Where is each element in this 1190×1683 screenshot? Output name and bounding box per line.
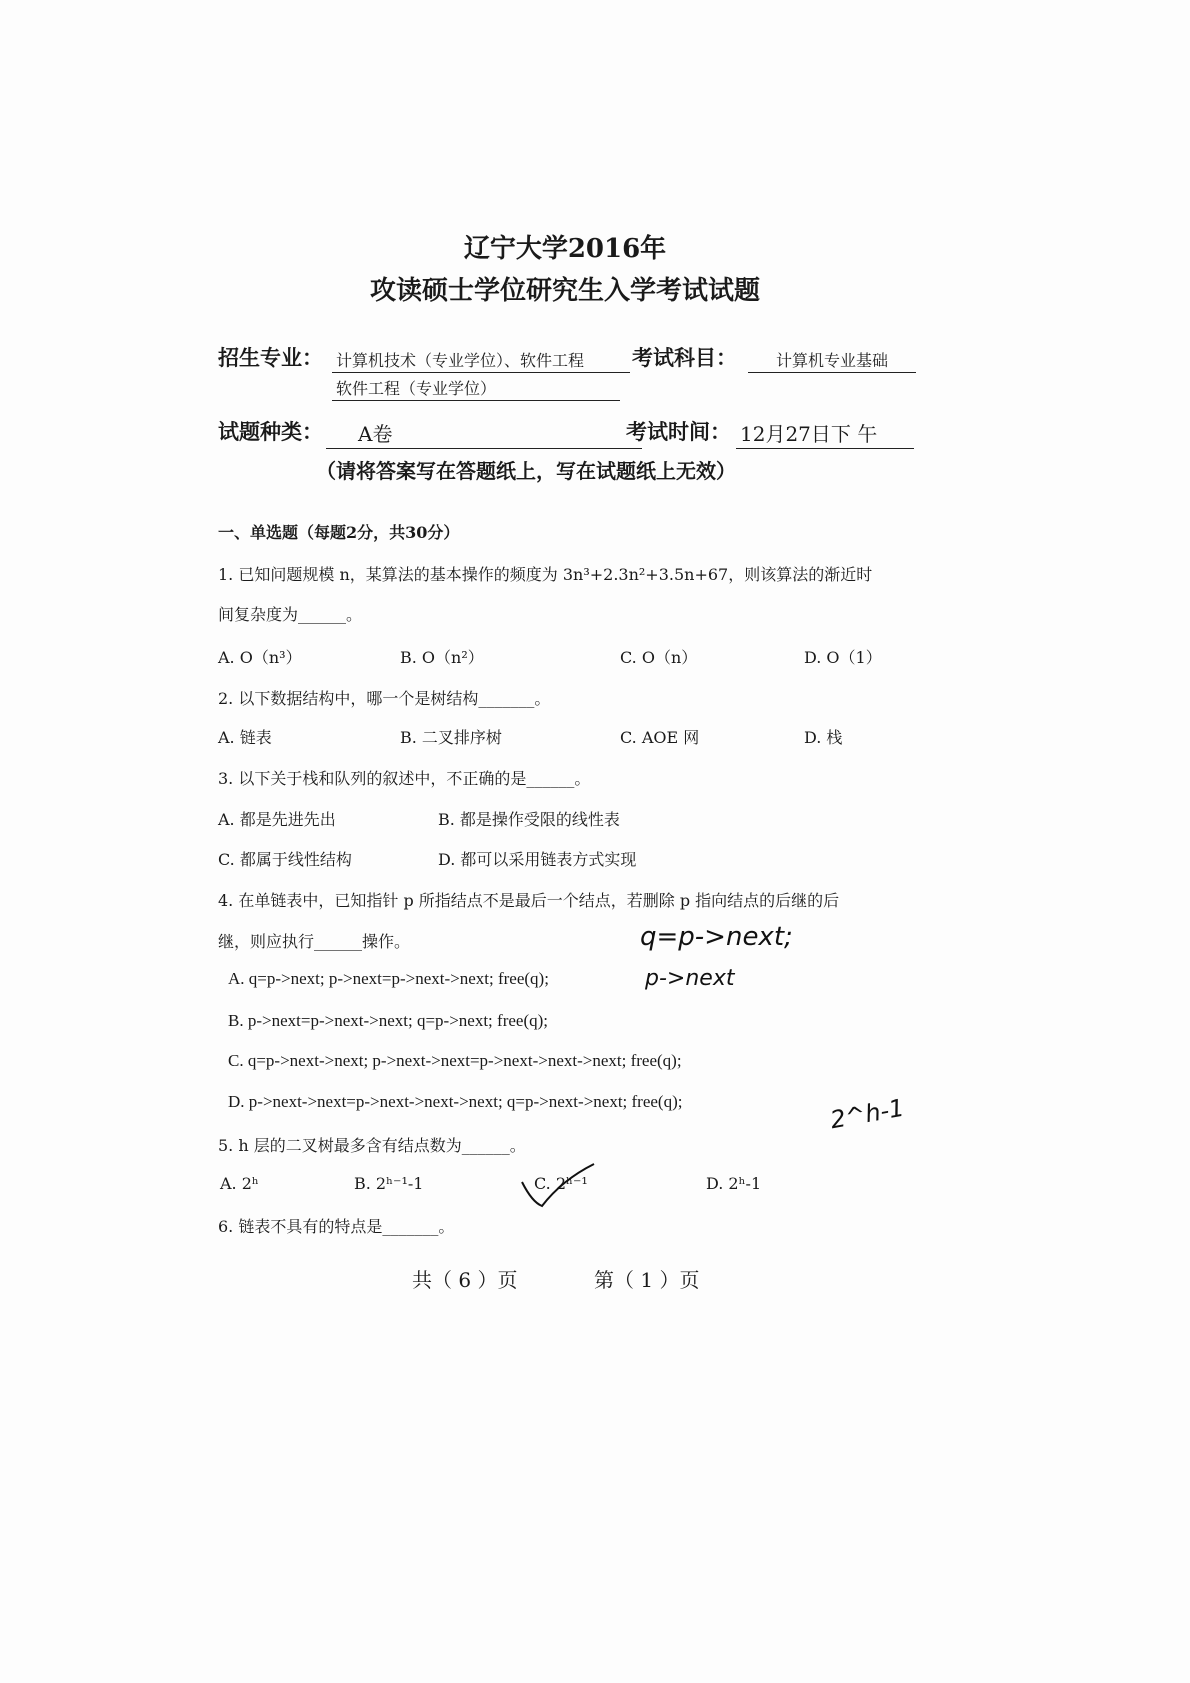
q3-text: 3. 以下关于栈和队列的叙述中，不正确的是______。 [218,769,591,788]
answer-notice: （请将答案写在答题纸上，写在试题纸上无效） [316,459,736,483]
q4-option-a: A. q=p->next; p->next=p->next->next; free(q); [228,969,549,988]
subject-value: 计算机专业基础 [748,348,916,373]
handwritten-note-3: 2^h-1 [828,1093,907,1135]
q3-option-d: D. 都可以采用链表方式实现 [438,850,637,869]
q3-option-c: C. 都属于线性结构 [218,850,352,869]
q4-option-c: C. q=p->next->next; p->next->next=p->next->next->next; free(q); [228,1051,682,1070]
time-label: 考试时间： [626,419,731,444]
major-label: 招生专业： [218,345,323,370]
page-current: 第（ 1 ）页 [594,1268,700,1292]
type-label: 试题种类： [218,419,323,444]
q1-option-c: C. O（n） [620,648,698,667]
q2-option-b: B. 二叉排序树 [400,728,502,747]
q1-text-2: 间复杂度为______。 [218,605,363,624]
q1-option-a: A. O（n³） [218,648,302,667]
q5-option-c: C. 2ʰ⁻¹ [534,1174,588,1193]
handwritten-checkmark [518,1160,598,1210]
type-value: A卷 [326,418,642,449]
q1-text: 1. 已知问题规模 n，某算法的基本操作的频度为 3n³+2.3n²+3.5n+67，则该算法的渐近时 [218,565,873,584]
handwritten-note-2: p->next [645,966,735,991]
q2-option-a: A. 链表 [218,728,272,747]
q4-text: 4. 在单链表中，已知指针 p 所指结点不是最后一个结点，若删除 p 指向结点的后继的后 [218,891,840,910]
section-heading: 一、单选题（每题2分，共30分） [218,523,460,542]
page-total: 共（ 6 ）页 [412,1268,518,1292]
time-value: 12月27日下 午 [736,418,914,449]
q1-option-d: D. O（1） [804,648,882,667]
q5-option-b: B. 2ʰ⁻¹-1 [354,1174,424,1193]
q2-option-d: D. 栈 [804,728,843,747]
subject-label: 考试科目： [632,345,737,370]
q5-option-d: D. 2ʰ-1 [706,1174,762,1193]
q2-option-c: C. AOE 网 [620,728,700,747]
major-value-1: 计算机技术（专业学位）、软件工程 [332,348,630,373]
title-exam: 攻读硕士学位研究生入学考试试题 [369,276,760,306]
q2-text: 2. 以下数据结构中，哪一个是树结构_______。 [218,689,551,708]
q3-option-b: B. 都是操作受限的线性表 [438,810,620,829]
handwritten-note-1: q=p->next; [640,922,793,952]
q6-text: 6. 链表不具有的特点是_______。 [218,1217,455,1236]
title-university: 辽宁大学2016年 [463,234,667,264]
q1-option-b: B. O（n²） [400,648,484,667]
q4-option-b: B. p->next=p->next->next; q=p->next; free(q); [228,1011,548,1030]
q3-option-a: A. 都是先进先出 [218,810,336,829]
q5-text: 5. h 层的二叉树最多含有结点数为______。 [218,1136,526,1155]
q4-option-d: D. p->next->next=p->next->next->next; q=p->next->next; free(q); [228,1092,683,1111]
major-value-2: 软件工程（专业学位） [332,376,620,401]
q4-text-2: 继，则应执行______操作。 [218,932,411,951]
q5-option-a: A. 2ʰ [220,1174,259,1193]
